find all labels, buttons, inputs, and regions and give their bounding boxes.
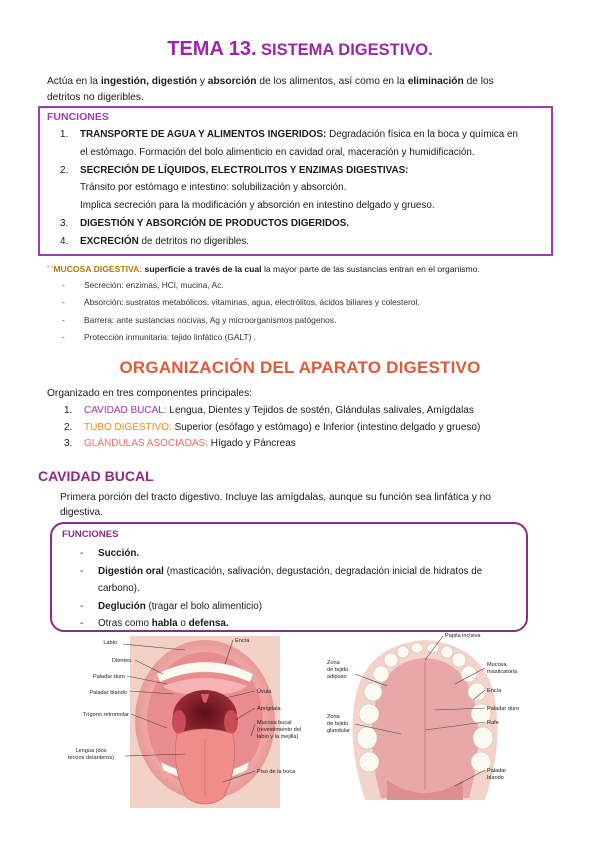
item-label: CAVIDAD BUCAL: — [84, 405, 167, 416]
list-item — [60, 126, 550, 144]
dash: - — [80, 565, 84, 577]
item-text: Degradación física en la boca y química en — [326, 129, 518, 140]
funciones-list — [60, 126, 550, 251]
label-mucosa-bucal: (revestimiento del — [257, 727, 302, 733]
label-papila: Papila incisiva — [445, 633, 481, 639]
item-text: Superior (esófago y estómago) e Inferior (intestino delgado y grueso) — [171, 421, 481, 433]
tonsil-left — [172, 710, 186, 734]
label-labio: Labio — [103, 640, 117, 646]
tonsil-right — [224, 710, 238, 734]
item-number: 2. — [60, 164, 69, 176]
label-paladar-blando: Paladar — [487, 768, 507, 774]
item-number: 3. — [60, 217, 69, 229]
item-text: Secreción: enzimas, HCl, mucina, Ac. — [84, 280, 224, 290]
list-item — [60, 233, 550, 251]
label-mucosa-bucal: Mucosa bucal — [257, 720, 292, 726]
label-encia: Encía — [235, 638, 250, 644]
label-encia: Encía — [487, 688, 502, 694]
dash: - — [62, 280, 65, 290]
mucosa-label: MUCOSA DIGESTIVA: — [53, 264, 143, 274]
intro-paragraph — [47, 74, 552, 106]
mucosa-bold: superficie a través de la cual — [142, 264, 262, 274]
item-bold: Digestión oral — [98, 565, 164, 577]
label-lengua: Lengua (dos — [75, 748, 107, 754]
item-title: EXCRECIÓN — [80, 235, 139, 247]
mucosa-paragraph — [47, 263, 567, 276]
label-zona-adiposo: adiposo — [327, 674, 347, 680]
label-zona-glandular: Zona — [327, 714, 340, 720]
title-sub: SISTEMA DIGESTIVO. — [260, 41, 433, 59]
list-item-continuation: Tránsito por estómago e intestino: solubilización y absorción. — [80, 182, 347, 194]
list-item-continuation: carbono). — [98, 583, 140, 594]
item-text: de detritos no digeribles. — [138, 235, 250, 247]
intro-text: de los alimentos, así como en la — [256, 76, 408, 87]
item-text: (tragar el bolo alimenticio) — [145, 600, 263, 612]
item-text: Protección inmunitaria: tejido linfático (GALT) . — [84, 332, 257, 343]
item-text: Barrera: ante sustancias nocivas, Ag y microorganismos patógenos. — [84, 314, 337, 325]
intro-text: y — [197, 76, 208, 87]
label-zona-adiposo: Zona — [327, 660, 340, 666]
item-bold: defensa. — [188, 618, 229, 629]
open-mouth-illustration — [55, 636, 320, 808]
intro-bold: ingestión, digestión — [100, 76, 198, 87]
organizacion-intro: Organizado en tres componentes principales: — [47, 388, 252, 399]
label-mucosa-bucal: labio y la mejilla) — [257, 734, 299, 740]
item-title: SECRECIÓN DE LÍQUIDOS, ELECTROLITOS Y ENZIMAS DIGESTIVAS: — [80, 164, 409, 176]
list-item — [60, 215, 550, 233]
palate-illustration — [325, 630, 555, 810]
item-text: (masticación, salivación, degustación, degradación inicial de hidratos de — [163, 565, 483, 577]
label-amigdala: Amígdala — [257, 706, 281, 712]
desc-line: Primera porción del tracto digestivo. Incluye las amígdalas, aunque su función sea linfática y no — [60, 492, 491, 503]
item-bold: Succión. — [98, 548, 140, 559]
item-text: Lengua, Dientes y Tejidos de sostén, Glándulas salivales, Amígdalas — [166, 405, 474, 416]
list-item — [80, 563, 530, 581]
dash: - — [62, 297, 65, 308]
section-heading-cavidad: CAVIDAD BUCAL — [38, 468, 154, 484]
list-item — [62, 277, 582, 294]
mucosa-text: la mayor parte de las sustancias entran en el organismo. — [261, 264, 480, 274]
list-item — [80, 598, 530, 616]
label-paladar-blando: blando — [487, 775, 504, 781]
item-number: 2. — [64, 421, 73, 433]
list-item — [80, 545, 530, 563]
dash: - — [80, 548, 84, 559]
list-item — [64, 436, 584, 453]
page-title — [0, 38, 600, 61]
list-item — [64, 420, 584, 437]
stars-marker: * * — [47, 266, 54, 272]
item-number: 4. — [60, 235, 69, 247]
label-zona-glandular: de tejido — [327, 721, 349, 727]
item-label: TUBO DIGESTIVO: — [84, 421, 172, 433]
mucosa-list — [62, 277, 582, 347]
label-piso: Piso de la boca — [257, 769, 296, 775]
label-mucosa-masticatoria: Mucosa — [487, 662, 507, 668]
list-item-continuation: el estómago. Formación del bolo alimenticio en cavidad oral, maceración y humidificación. — [80, 146, 475, 158]
cavidad-desc — [60, 491, 560, 520]
item-text: Otras como — [98, 618, 152, 629]
dash: - — [80, 600, 84, 612]
label-mucosa-masticatoria: masticatoria — [487, 669, 518, 675]
item-bold: habla — [151, 618, 178, 629]
desc-line: digestiva. — [60, 506, 104, 518]
item-text: Hígado y Páncreas — [207, 438, 296, 449]
label-rafe: Rafe — [487, 720, 499, 726]
list-item — [62, 294, 582, 311]
label-trigono: Trígono retromolar — [82, 712, 129, 718]
organizacion-list — [64, 403, 584, 453]
list-item-continuation: Implica secreción para la modificación y absorción en intestino delgado y grueso. — [80, 200, 435, 212]
list-item — [62, 329, 582, 346]
dash: - — [62, 332, 65, 343]
intro-text: de los — [463, 76, 494, 87]
label-zona-adiposo: de tejido — [327, 667, 349, 673]
list-item — [64, 403, 584, 420]
item-text: o — [177, 618, 189, 629]
section-heading-organizacion: ORGANIZACIÓN DEL APARATO DIGESTIVO — [119, 358, 481, 377]
label-uvula: Úvula — [257, 689, 272, 695]
item-title: DIGESTIÓN Y ABSORCIÓN DE PRODUCTOS DIGERIDOS. — [80, 217, 350, 229]
list-item — [62, 312, 582, 329]
label-lengua: tercios delanteros) — [67, 755, 115, 761]
label-paladar-duro: Paladar duro — [487, 706, 520, 712]
item-bold: Deglución — [98, 600, 146, 612]
intro-text: Actúa en la — [47, 76, 101, 87]
label-paladar-blando: Paladar blando — [89, 690, 127, 696]
cavidad-funciones-list — [80, 545, 530, 633]
intro-bold: absorción — [207, 76, 257, 87]
label-zona-glandular: glandular — [327, 728, 351, 734]
dash: - — [62, 314, 65, 325]
dash: - — [80, 618, 84, 629]
label-paladar-duro: Paladar duro — [92, 674, 125, 680]
item-number: 3. — [64, 438, 73, 449]
item-number: 1. — [60, 129, 69, 140]
item-label: GLÁNDULAS ASOCIADAS: — [84, 438, 208, 449]
title-main: TEMA 13. — [167, 38, 257, 60]
intro-text: detritos no digeribles. — [47, 92, 144, 103]
item-number: 1. — [64, 405, 73, 416]
intro-bold: eliminación — [407, 76, 464, 87]
item-title: TRANSPORTE DE AGUA Y ALIMENTOS INGERIDOS: — [80, 129, 327, 140]
funciones-label: FUNCIONES — [47, 111, 109, 123]
cavidad-funciones-label: FUNCIONES — [62, 529, 119, 540]
label-dientes: Dientes — [112, 658, 131, 664]
item-text: Absorción: sustratos metabólicos, vitaminas, agua, electrólitos, ácidos biliares y colesterol. — [84, 297, 420, 308]
list-item — [60, 162, 550, 180]
